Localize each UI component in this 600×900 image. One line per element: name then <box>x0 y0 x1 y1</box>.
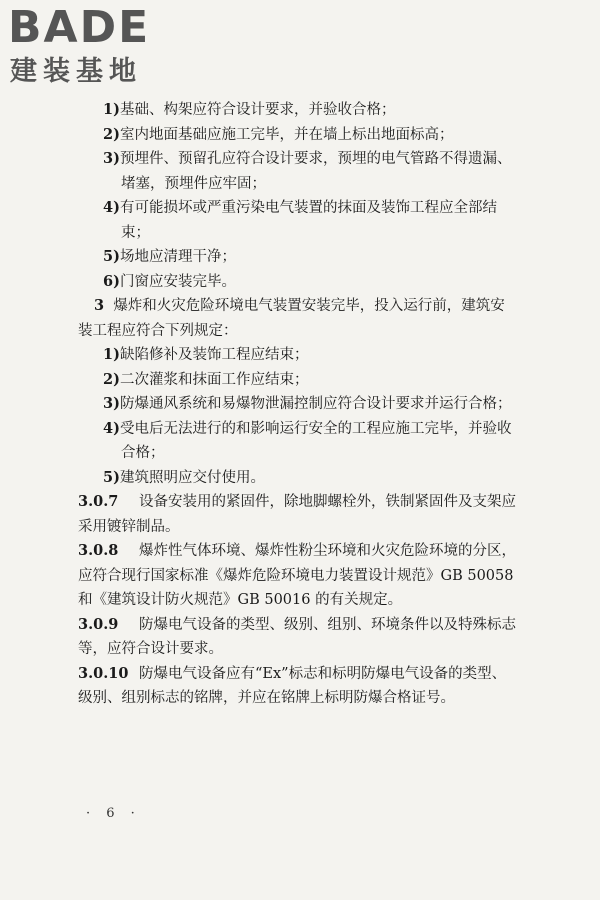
clause-3-0-10: 3.0.10 防爆电气设备应有“Ex”标志和标明防爆电气设备的类型、级别、组别标志的铭牌，并应在铭牌上标明防爆合格证号。 <box>78 664 507 706</box>
list-item: 3)预埋件、预留孔应符合设计要求，预埋的电气管路不得遗漏、堵塞，预埋件应牢固； <box>103 150 512 192</box>
list-item: 1)缺陷修补及装饰工程应结束； <box>103 346 309 363</box>
document-body <box>78 98 518 711</box>
logo <box>8 4 188 90</box>
logo-brand: BADE <box>8 2 151 53</box>
list-item: 2)室内地面基础应施工完毕，并在墙上标出地面标高； <box>103 125 454 143</box>
list-item: 4)受电后无法进行的和影响运行安全的工程应施工完毕，并验收合格； <box>103 419 512 461</box>
list-item: 4)有可能损坏或严重污染电气装置的抹面及装饰工程应全部结束； <box>103 199 497 241</box>
paragraph-3: 3 爆炸和火灾危险环境电气装置安装完毕，投入运行前，建筑安装工程应符合下列规定： <box>78 297 505 339</box>
clause-3-0-9: 3.0.9 防爆电气设备的类型、级别、组别、环境条件以及特殊标志等，应符合设计要求。 <box>78 615 516 657</box>
page-number: · 6 · <box>86 806 141 821</box>
list-item: 1)基础、构架应符合设计要求，并验收合格； <box>103 101 396 118</box>
logo-subtitle: 建装基地 <box>10 56 142 87</box>
list-item: 6)门窗应安装完毕。 <box>103 272 236 290</box>
clause-3-0-8: 3.0.8 爆炸性气体环境、爆炸性粉尘环境和火灾危险环境的分区，应符合现行国家标准《爆炸危险环境电力装置设计规范》GB 50058 和《建筑设计防火规范》GB 50016 的有关规定。 <box>78 542 516 608</box>
list-item: 3)防爆通风系统和易爆物泄漏控制应符合设计要求并运行合格； <box>103 395 512 412</box>
list-item: 5)场地应清理干净； <box>103 248 236 265</box>
clause-3-0-7: 3.0.7 设备安装用的紧固件，除地脚螺栓外，铁制紧固件及支架应采用镀锌制品。 <box>78 493 516 535</box>
list-item: 2)二次灌浆和抹面工作应结束； <box>103 370 309 388</box>
list-item: 5)建筑照明应交付使用。 <box>103 468 265 486</box>
